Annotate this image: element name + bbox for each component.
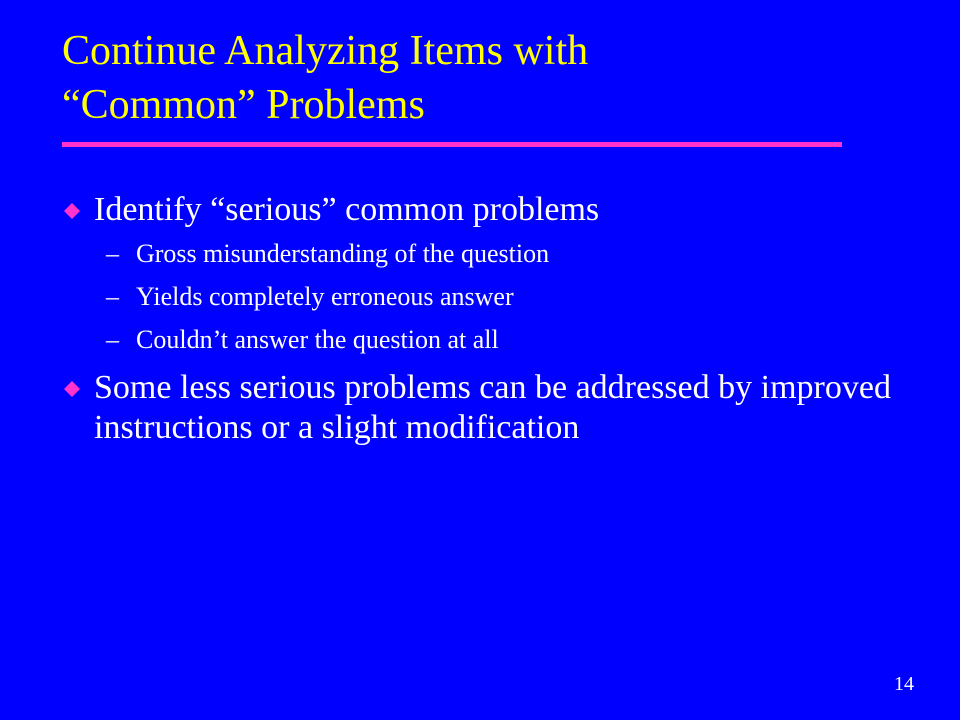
- sub-bullet-list: [62, 238, 912, 356]
- sub-bullet-text: Gross misunderstanding of the question: [136, 239, 550, 268]
- bullet-item-2: [62, 368, 912, 448]
- sub-bullet-item-3: [106, 324, 912, 356]
- sub-bullet-item-1: [106, 238, 912, 270]
- sub-bullet-item-2: [106, 281, 912, 313]
- dash-marker: –: [106, 239, 119, 268]
- page-number: 14: [894, 673, 914, 695]
- diamond-bullet-icon: [64, 381, 80, 397]
- dash-marker: –: [106, 325, 119, 354]
- bullet-list: [62, 190, 912, 448]
- bullet-item-1: [62, 190, 912, 230]
- diamond-bullet-icon: [64, 203, 80, 219]
- sub-bullet-text: Yields completely erroneous answer: [136, 282, 514, 311]
- bullet-text: Identify “serious” common problems: [94, 191, 600, 228]
- slide-title-line-1: Continue Analyzing Items with: [62, 28, 589, 74]
- slide-title-line-2: “Common” Problems: [62, 82, 425, 128]
- sub-bullet-text: Couldn’t answer the question at all: [136, 325, 499, 354]
- dash-marker: –: [106, 282, 119, 311]
- slide-title: [62, 24, 862, 132]
- bullet-text: Some less serious problems can be addressed by improved instructions or a slight modification: [94, 369, 891, 446]
- title-underline: [62, 142, 842, 147]
